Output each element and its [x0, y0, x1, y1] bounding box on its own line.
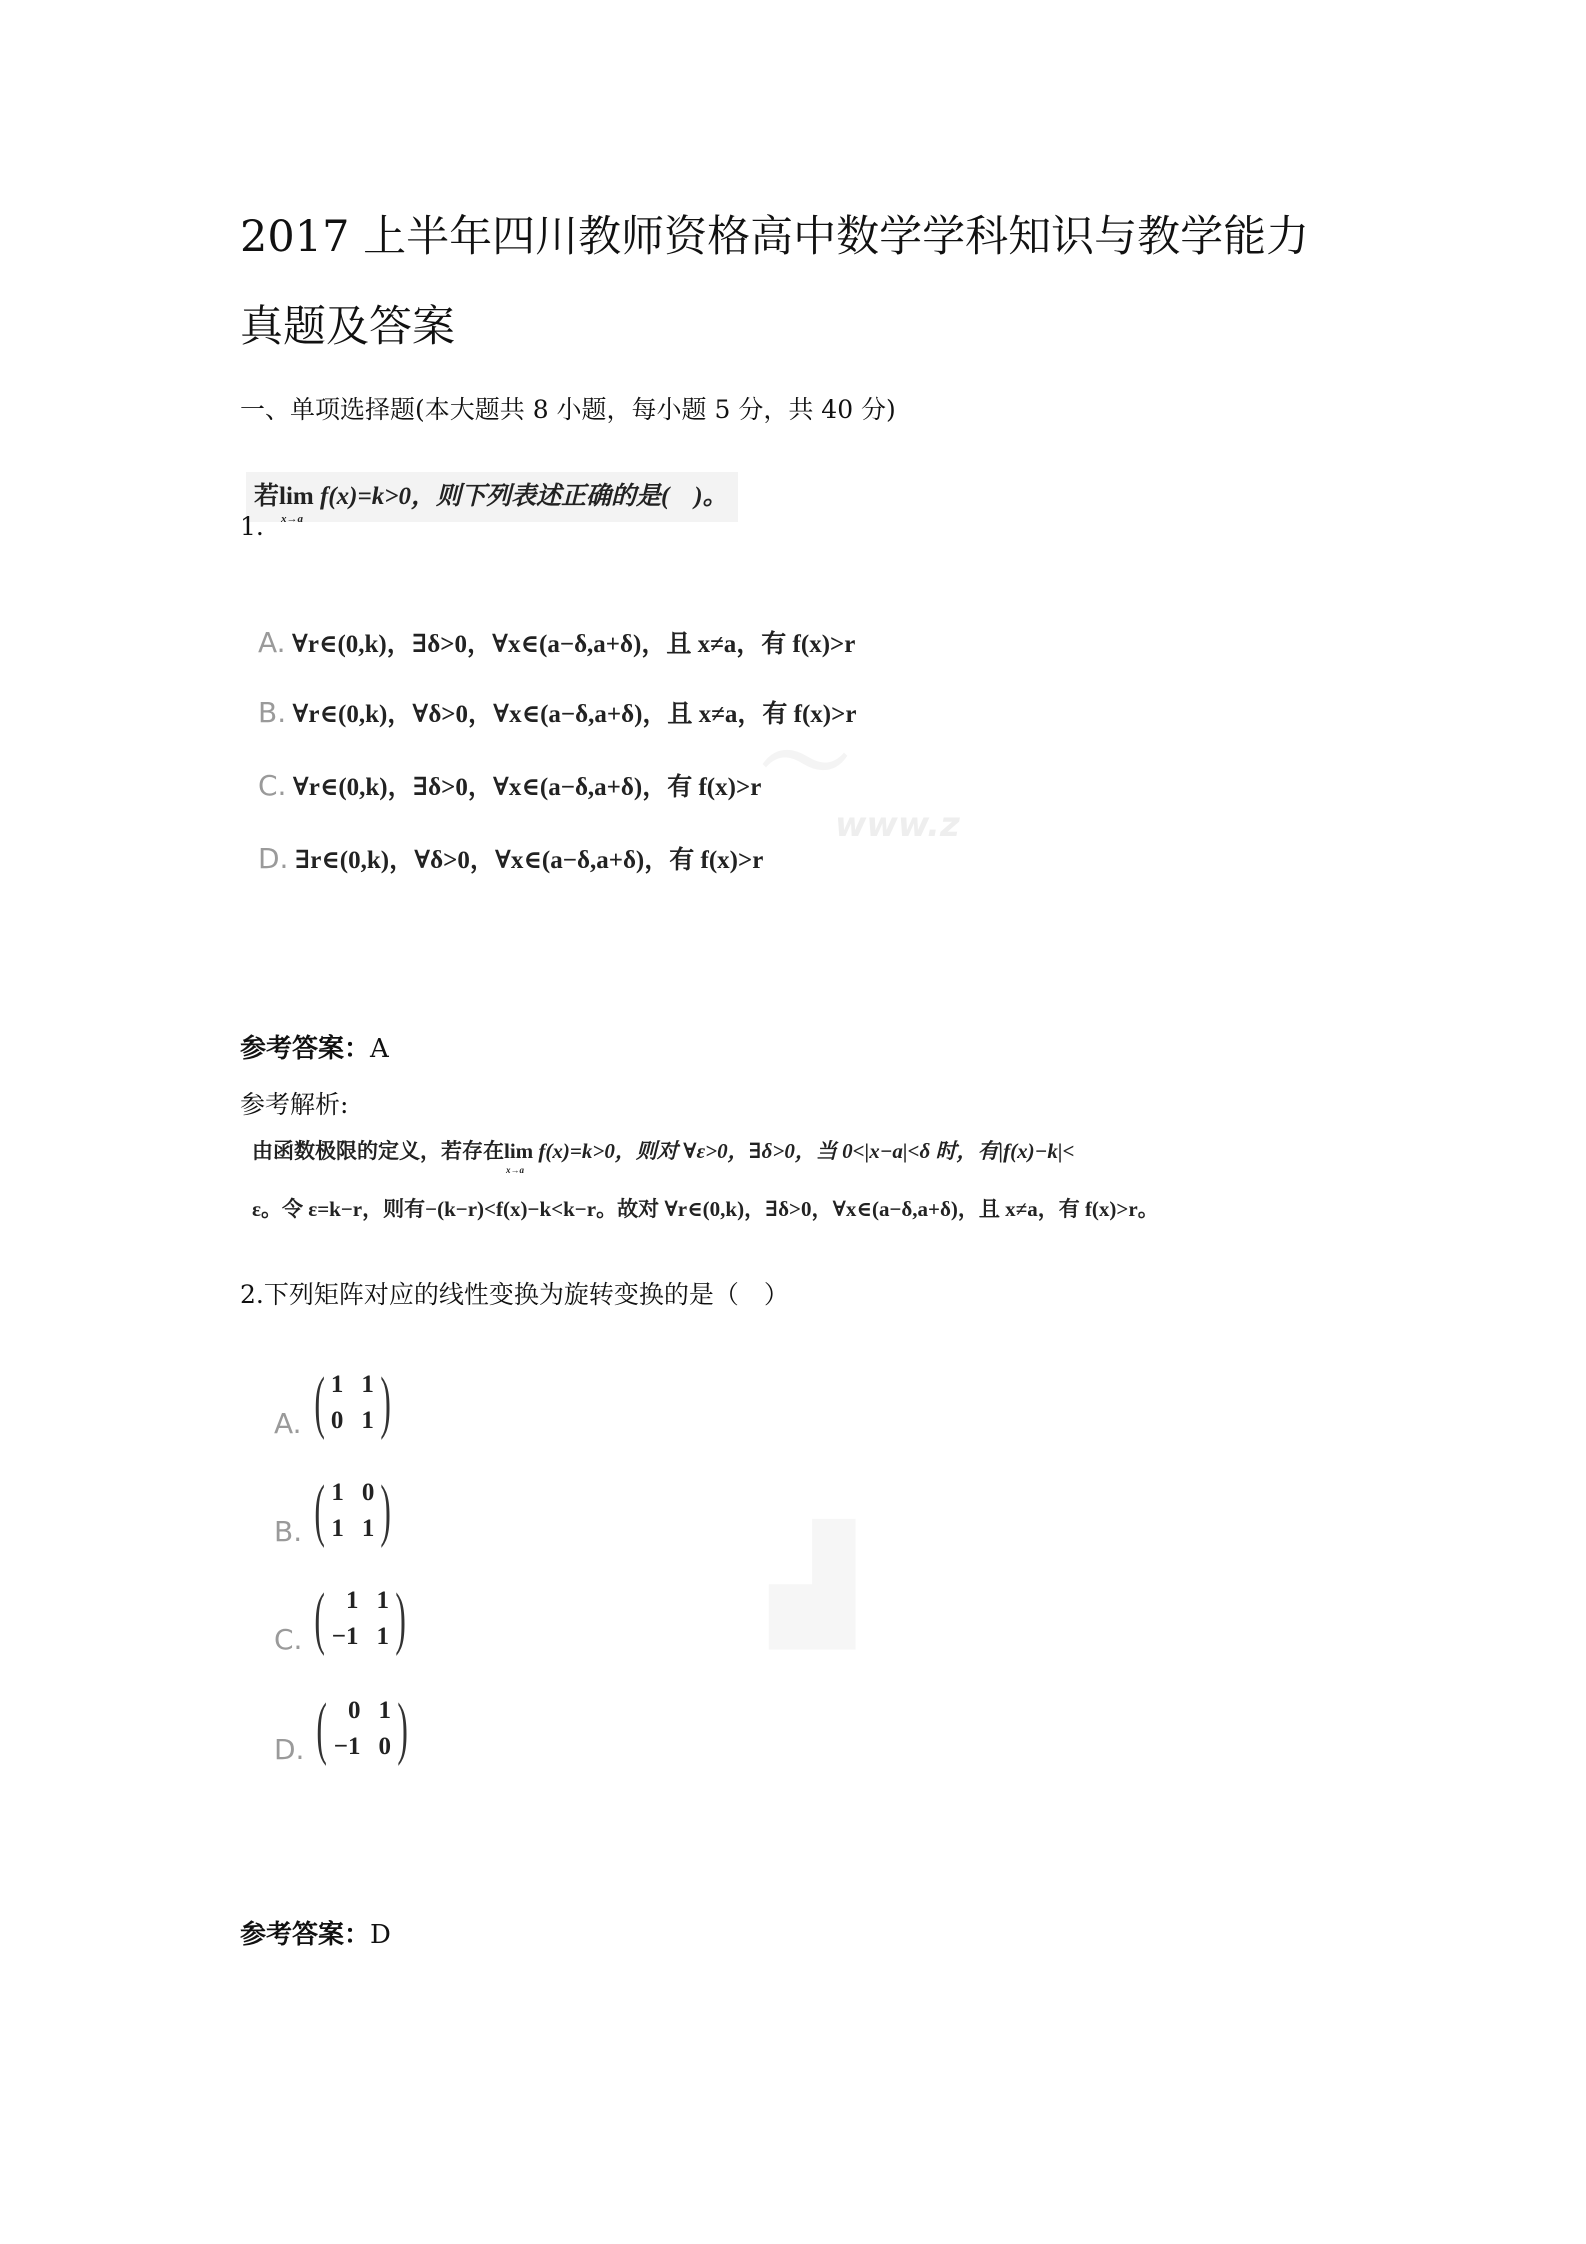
q2-option-b-letter: B.	[274, 1515, 303, 1548]
watermark: 〜	[760, 711, 850, 816]
q2-answer-label: 参考答案：	[240, 1920, 371, 1950]
q2-option-c-letter: C.	[274, 1623, 303, 1656]
q1-answer	[240, 1028, 389, 1065]
watermark-url: www.z	[835, 805, 960, 845]
q1-option-a-text: ∀r∈(0,k)，∃δ>0，∀x∈(a−δ,a+δ)，且 x≠a，有 f(x)>r	[291, 631, 856, 658]
q2-stem: 2.下列矩阵对应的线性变换为旋转变换的是（ ）	[240, 1280, 789, 1309]
q1-stem-post: f(x)=k>0，则下列表述正确的是( )。	[319, 483, 728, 510]
document-title: 2017 上半年四川教师资格高中数学学科知识与教学能力真题及答案	[240, 212, 1310, 352]
q1-number: 1.	[240, 512, 264, 541]
q1-explanation-line1: 由函数极限的定义，若存在lim x→a f(x)=k>0，则对 ∀ε>0，∃δ>0，当 0<|x−a|<δ 时，有|f(x)−k|<	[252, 1139, 1075, 1175]
q1-option-d	[258, 840, 763, 876]
q2-option-a-letter: A.	[274, 1407, 302, 1440]
q2-option-d-matrix: ( 0 1 −1 0 )	[316, 1690, 408, 1767]
q1-answer-label: 参考答案：	[240, 1034, 371, 1064]
q2-answer	[240, 1914, 391, 1951]
q2-option-a	[274, 1364, 397, 1441]
q1-option-b	[258, 694, 856, 730]
q2-option-b-matrix: ( 1 0 1 1 )	[314, 1472, 392, 1549]
q2-answer-value: D	[370, 1920, 391, 1950]
q1-option-c-text: ∀r∈(0,k)，∃δ>0，∀x∈(a−δ,a+δ)，有 f(x)>r	[292, 774, 762, 801]
q1-analysis-label: 参考解析:	[240, 1090, 349, 1119]
watermark-mark: ▟	[770, 1520, 855, 1648]
q2-option-a-matrix: ( 1 1 0 1 )	[313, 1364, 391, 1441]
q1-answer-value: A	[370, 1034, 389, 1064]
q1-stem-limit: lim x→a	[279, 483, 314, 525]
q2-option-c-matrix: ( 1 1 −1 1 )	[314, 1580, 406, 1657]
q1-option-d-letter: D.	[258, 842, 289, 875]
q1-explanation-limit: lim x→a	[504, 1139, 534, 1175]
q1-stem-pre: 若	[254, 483, 280, 510]
q1-option-b-letter: B.	[258, 696, 287, 729]
q1-explanation-line2: ε。令 ε=k−r，则有−(k−r)<f(x)−k<k−r。故对 ∀r∈(0,k)，∃δ>0，∀x∈(a−δ,a+δ)，且 x≠a，有 f(x)>r。	[252, 1197, 1159, 1221]
q2-option-c	[274, 1580, 412, 1657]
q2-option-d-letter: D.	[274, 1733, 305, 1766]
q1-option-a-letter: A.	[258, 626, 286, 659]
q2-option-d	[274, 1690, 414, 1767]
q1-explanation-limit-sub: x→a	[506, 1165, 524, 1175]
q2-option-b	[274, 1472, 398, 1549]
q1-option-b-text: ∀r∈(0,k)，∀δ>0，∀x∈(a−δ,a+δ)，且 x≠a，有 f(x)>r	[292, 701, 857, 728]
section-heading: 一、单项选择题(本大题共 8 小题，每小题 5 分，共 40 分)	[240, 395, 896, 424]
q1-option-d-text: ∃r∈(0,k)，∀δ>0，∀x∈(a−δ,a+δ)，有 f(x)>r	[294, 847, 764, 874]
q1-stem-limit-sub: x→a	[281, 513, 304, 525]
q1-stem	[246, 472, 738, 525]
q1-option-c	[258, 767, 761, 803]
q1-option-c-letter: C.	[258, 769, 287, 802]
q1-option-a	[258, 624, 855, 660]
